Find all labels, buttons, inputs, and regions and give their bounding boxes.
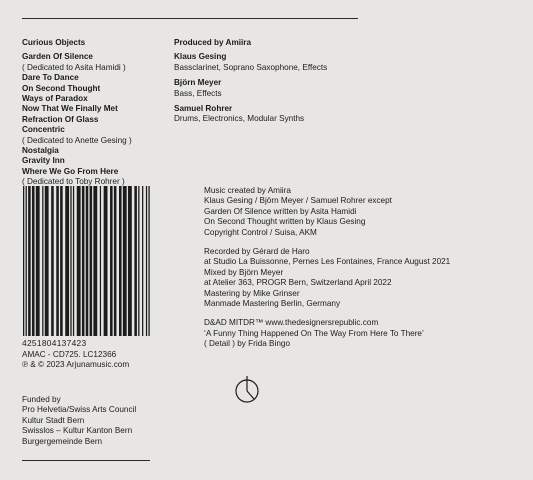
barcode-bar	[70, 186, 71, 336]
barcode-bar	[60, 186, 63, 336]
barcode-bar	[93, 186, 97, 336]
barcode-bar	[73, 186, 74, 336]
track-item: Ways of Paradox	[22, 94, 88, 104]
barcode-bar	[86, 186, 89, 336]
top-divider	[22, 18, 358, 19]
track-item: Dare To Dance	[22, 73, 79, 83]
barcode-bar	[114, 186, 117, 336]
track-item: Where We Go From Here ( Dedicated to Toby Rohrer )	[22, 166, 125, 187]
barcode-bar	[104, 186, 108, 336]
barcode-bar	[90, 186, 93, 336]
label-info	[22, 350, 182, 371]
musician: Björn Meyer Bass, Effects	[174, 78, 222, 98]
barcode-bar	[32, 186, 35, 336]
tracklist	[22, 38, 172, 188]
composition-credits: Music created by Amiira Klaus Gesing / Björn Meyer / Samuel Rohrer except Garden Of Silence written by Asita Hamidi On Second Thought written by Klaus Gesing Copyright Control / Suisa, AKM	[204, 186, 392, 237]
barcode-bar	[128, 186, 132, 336]
track-list	[22, 52, 172, 187]
barcode-bar	[134, 186, 137, 336]
track-item: Refraction Of Glass	[22, 114, 99, 124]
track-item: Concentric ( Dedicated to Anette Gesing )	[22, 125, 132, 145]
album-title: Curious Objects	[22, 38, 86, 47]
barcode-bar	[36, 186, 40, 336]
track-item: On Second Thought	[22, 83, 101, 93]
barcode-bar	[51, 186, 54, 336]
musician: Samuel Rohrer Drums, Electronics, Modular Synths	[174, 104, 305, 124]
track-item: Gravity Inn	[22, 156, 65, 166]
production-credits	[204, 186, 514, 350]
musicians-section	[174, 38, 374, 130]
barcode-bar	[148, 186, 149, 336]
barcode-bar	[77, 186, 81, 336]
barcode-bar	[82, 186, 85, 336]
barcode-bar	[119, 186, 122, 336]
barcode-bar	[45, 186, 49, 336]
barcode-bar	[65, 186, 69, 336]
copyright-line: ℗ & © 2023 Arjunamusic.com	[22, 360, 130, 370]
track-item: Nostalgia	[22, 146, 59, 156]
catalog-number: AMAC - CD725. LC12366	[22, 350, 117, 359]
producer-heading: Produced by Amiira	[174, 38, 252, 47]
barcode-bar	[123, 186, 127, 336]
barcode-bar	[146, 186, 147, 336]
label-logo-icon	[234, 374, 260, 404]
barcode-bar	[56, 186, 59, 336]
design-credits: D&AD MITDR™ www.thedesignersrepublic.com ‘A Funny Thing Happened On The Way From Here To There’ ( Detail ) by Frida Bingo	[204, 318, 424, 349]
barcode-bar	[28, 186, 31, 336]
funding-credits: Funded by Pro Helvetia/Swiss Arts Council Kultur Stadt Bern Swisslos – Kultur Kanton Bern Burgergemeinde Bern	[22, 395, 137, 446]
barcode-bar	[26, 186, 27, 336]
musician: Klaus Gesing Bassclarinet, Soprano Saxophone, Effects	[174, 52, 328, 72]
barcode-bar	[100, 186, 101, 336]
barcode	[22, 186, 152, 336]
barcode-bar	[142, 186, 143, 336]
barcode-bar	[138, 186, 139, 336]
barcode-bar	[23, 186, 24, 336]
track-item: Garden Of Silence ( Dedicated to Asita Hamidi )	[22, 52, 126, 72]
barcode-bar	[110, 186, 113, 336]
recording-credits: Recorded by Gérard de Haro at Studio La Buissonne, Pernes Les Fontaines, France August 2021 Mixed by Björn Meyer at Atelier 363, PROGR Bern, Switzerland April 2022 Mastering by Mike Grinser Manmade Mastering Berlin, Germany	[204, 247, 451, 309]
track-item: Now That We Finally Met	[22, 104, 118, 114]
barcode-bar	[42, 186, 43, 336]
bottom-divider	[22, 460, 150, 461]
barcode-number: 4251804137423	[22, 338, 87, 348]
